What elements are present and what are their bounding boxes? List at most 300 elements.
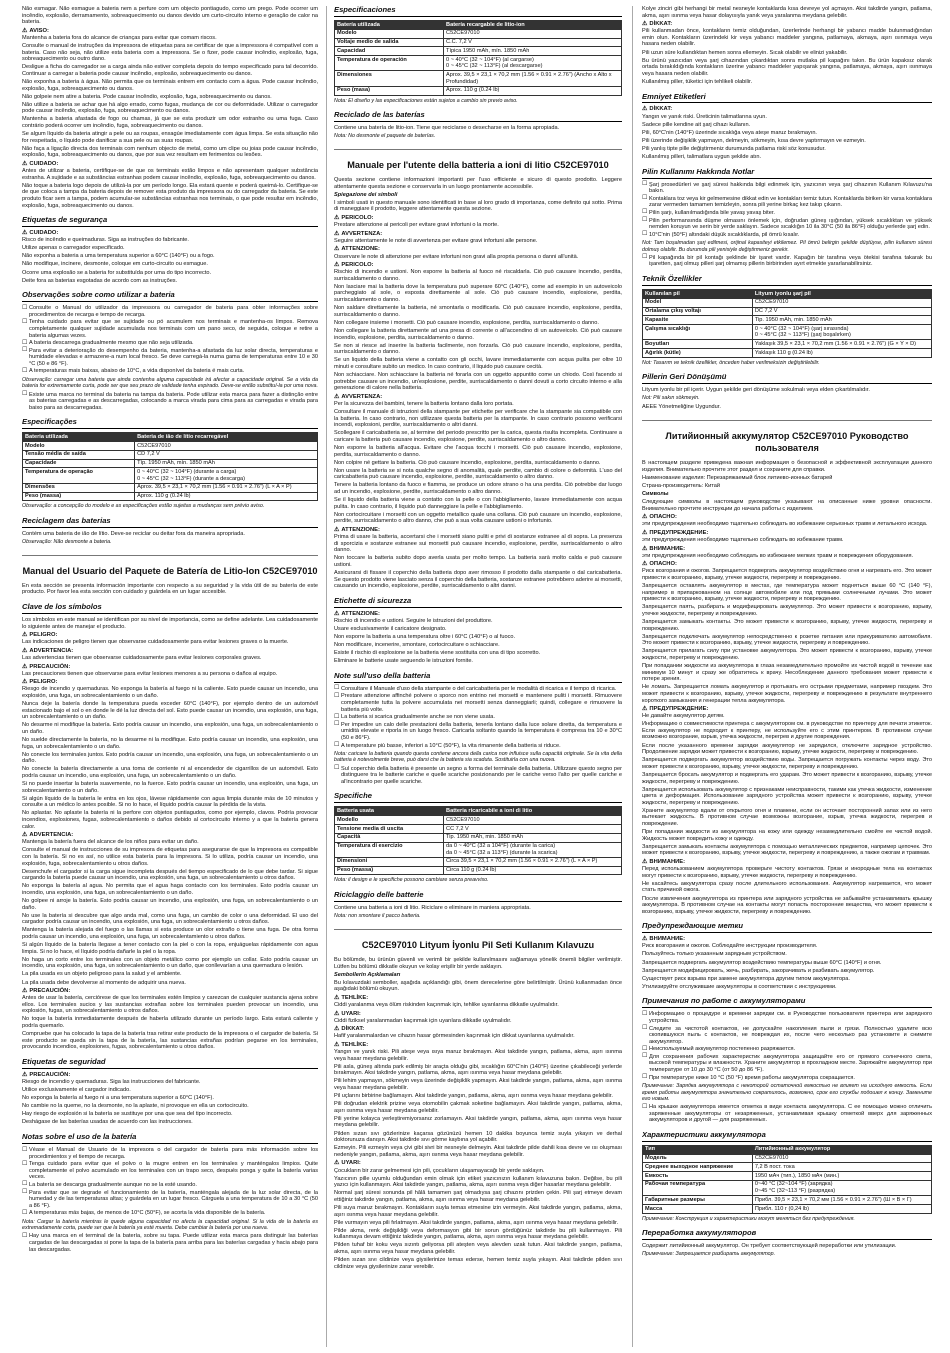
spec-key: Capacità: [335, 833, 444, 842]
pt-notes-list: [22, 305, 318, 375]
paragraph: Запрещается замыкать контакты. Это может привести к возгоранию, взрыву, утечке жидкости, перегреву и повреждению.: [642, 618, 932, 632]
paragraph: Pilden sızan sıvı cildinize veya giysilerinize temas ederse, hemen temiz suyla yıkayın. Aksi takdirde pilden sıvı cildinize veya giysilerinize zarar verebilir.: [334, 1257, 622, 1270]
ru-pred-text: [642, 713, 932, 857]
es-recycle-note: Nota: No desmonte el paquete de baterías.: [334, 132, 436, 139]
paragraph: Não exponha a bateria à água. Não permita que os terminais entrem em contacto com a água. Pode causar incêndio, explosão, fuga, sobreaquecimento ou danos.: [22, 78, 318, 92]
paragraph: Se un liquido della batteria viene a contatto con gli occhi, lavare immediatamente con acqua pulita per oltre 10 minuti e consultare subito un medico. In caso contrario, il liquido può causare cecità.: [334, 357, 622, 370]
paragraph: Non esporre la batteria a una temperatura oltre i 60°C (140°F) o al fuoco.: [334, 633, 516, 640]
spec-value: 0~40 °C (32~104 °F) (зарядка) 0~45 °C (32~113 °F) (разрядка): [752, 1180, 931, 1195]
table-row: [643, 1205, 932, 1214]
pt-recycle-note: Observação: Não desmonte a bateria.: [22, 538, 112, 545]
section-divider: [22, 555, 318, 556]
list-item: ☐ Prestare attenzione affinché polvere o sporco non entrino nei morsetti e mantenere puliti i morsetti. Rimuovere completamente tutta la polvere accumulata nei morsetti senza danneggiarli; quindi, collegare e rimuovere la batteria più volte.: [334, 693, 622, 713]
table-row: [335, 29, 622, 38]
paragraph: Запрещается подвергать аккумулятор воздействию воды. Запрещается погружать контакты через воду. Это может привести к возгоранию, взрыву, утечке жидкости, перегреву и повреждению.: [642, 757, 932, 770]
es-notes-heading: Notas sobre el uso de la batería: [22, 1133, 318, 1144]
paragraph: Pili, 60°C'nin (140°F) üzerinde sıcaklığa veya ateşe maruz bırakmayın.: [642, 129, 817, 136]
paragraph: Non collegare la batteria direttamente ad una presa di corrente o all'accendino di un autoveicolo. Ciò può causare incendio, esplosione, perdita, surriscaldamento o danno.: [334, 327, 622, 341]
paragraph: Se algum líquido da bateria atingir a pele ou as roupas, enxagúe imediatamente com água limpa. Se esta situação não for respeitada, o líquido pode danificar a sua pele ou as suas roupas.: [22, 131, 318, 144]
spec-value: C52CE97010: [444, 29, 622, 38]
list-item: ☐ На крышке аккумулятора имеется отметка в виде контакта аккумулятора. С ее помощью можно отличить заряженные аккумуляторы от незаряженных, устанавливая крышку отметкой вверх для заряженных аккумуляторов и другой — для разряженных.: [642, 1104, 932, 1124]
paragraph: Riesgo de incendio y quemaduras. No exponga la batería al fuego ni la caliente. Esto puede causar un incendio, una explosión, una fuga, un sobrecalentamiento o un daño.: [22, 686, 318, 699]
list-item: ☐ A temperaturas mais baixas, abaixo de 10°C, a vida disponível da bateria é mais curta.: [22, 368, 318, 375]
it-recycle-heading: Riciclaggio delle batterie: [334, 891, 622, 902]
spec-key: Peso (massa): [335, 866, 444, 875]
tr-notes-note: Not: Tam boşalmadan şarj edilmesi, orijinal kapasiteyi etkilemez. Pil ömrü belirgin şekilde düştüyse, pilin kullanım süresi dolmuş olabilir. Bu durumda pili yenisiyle değiştirmeniz gerekir.: [642, 240, 932, 253]
es-etiq-label: ⚠ PRECAUCIÓN:: [22, 1072, 318, 1079]
es-intro: [22, 583, 318, 596]
ru-notes-list: [642, 1011, 932, 1081]
es-symbols: [22, 632, 318, 677]
paragraph: Kullanılmış pilleri, talimatlara uygun şekilde atın.: [642, 154, 762, 161]
list-item: ☐ При температуре ниже 10 °C (50 °F) время работы аккумулятора сокращается.: [642, 1075, 932, 1082]
list-item: ☐ Para evitar que se degrade el funcionamiento de la batería, manténgala alejada de la luz solar directa, de la humedad y de las temperaturas altas; y guárdela en un lugar fresco. Cárguela a una temperatura de 10 a 30 °C (50 a 86 °F).: [22, 1190, 318, 1210]
es-peligro-text: [22, 686, 318, 830]
it-intro: Questa sezione contiene informazioni importanti per l'uso efficiente e sicuro di questo prodotto. Leggere attentamente questa sezione e conservarla in un luogo prontamente accessibile.: [334, 177, 622, 190]
spec-key: Temperatura de operación: [335, 56, 444, 71]
table-row: [643, 316, 932, 325]
table-row: [335, 833, 622, 842]
ru-labels-heading: Предупреждающие метки: [642, 922, 932, 933]
paragraph: No exponga la batería al fuego ni a una temperatura superior a 60°C (140°F).: [22, 1095, 214, 1102]
paragraph: Ocorre uma explosão se a bateria for substituída por uma do tipo incorrecto.: [22, 269, 212, 276]
spec-key: Dimensiones: [335, 71, 444, 86]
table-row: [643, 340, 932, 349]
paragraph: Não toque a bateria logo depois de utilizá-la por um período longo. Ela estará quente e poderá queimá-lo. Certifique-se de que coloca a tampa da bateria depois de remover esta produto da impressora ou do carregador da bateria. Se este produto ficar sem a tampa, podem acumular-se substâncias estranhas nos terminais, o que pode resultar em incêndio, explosão, fuga, sobreaquecimento ou danos.: [22, 182, 318, 209]
tr-uyari-text: [334, 1168, 622, 1271]
spec-value: 0 ~ 40°C (32 ~ 104°F) (şarj sırasında) 0 ~ 45°C (32 ~ 113°F) (şarj boşalırken): [752, 325, 931, 340]
table-row: [335, 866, 622, 875]
tr-safety-labels-heading: Emniyet Etiketleri: [642, 93, 932, 104]
paragraph: Esiste il rischio di esplosione se la batteria viene sostituita con una di tipo scorretto.: [334, 650, 541, 657]
column-divider: [632, 6, 633, 1347]
spec-key: Среднее выходное напряжение: [643, 1163, 753, 1172]
paragraph: Запрещается подключать аккумулятор непосредственно к розетке питания или прикуривателю автомобиля. Это может привести к возгоранию, взрыву, утечке жидкости, перегреву и повреждению.: [642, 633, 932, 647]
table-row: [643, 1180, 932, 1195]
paragraph: No aplastar. No aplaste la batería ni la perfore con objetos puntiagudos, como por ejemplo, clavos. Podría provocar incendios, explosiones, fugas, sobrecalentamiento o daños debido al cortocircuito interno y a que la batería genera calor.: [22, 810, 318, 830]
es-recycle-text: Contiene una batería de litio-ion. Tiene que reciclarse o desecharse en la forma apropiada.: [334, 124, 560, 131]
symbol-label: ⚠ UYARI:: [334, 1011, 622, 1018]
paragraph: Pili lehim yapmayın, sökmeyin veya üzerinde değişiklik yapmayın. Aksi takdirde yangın, patlama, akma, aşırı ısınma veya hasar meydana gelebilir.: [334, 1078, 622, 1091]
paragraph: Não exponha a bateria a uma temperatura superior a 60°C (140°F) ou a fogo.: [22, 253, 215, 260]
pt-spec-note: Observação: a concepção do modelo e as especificações estão sujeitas a mudanças sem prévio aviso.: [22, 503, 265, 510]
spec-key: Modello: [335, 816, 444, 825]
tr-uyari-label: ⚠ UYARI:: [334, 1160, 622, 1167]
paragraph: En esta sección se presenta información importante con respecto a su seguridad y la vida útil de su batería de este producto. Por favor lea esta sección con cuidado y guárdela en un lugar accesible.: [22, 582, 318, 596]
paragraph: Pili yanlış tipte pille değiştirmeniz durumunda patlama riski söz konusudur.: [642, 145, 826, 152]
ru-metki-label: ⚠ ВНИМАНИЕ:: [642, 936, 932, 943]
paragraph: Eliminare le batterie usate seguendo le istruzioni fornite.: [334, 658, 473, 665]
es-peligro-label: ⚠ PELIGRO:: [22, 679, 318, 686]
spec-value: 0 ~ 40°C (32 ~ 104°F) (durante a carga) 0 ~ 45°C (32 ~ 113°F) (durante a descarga): [135, 468, 318, 483]
ru-spec-note: Примечание: Конструкция и характеристики могут меняться без предупреждения.: [642, 1215, 855, 1222]
symbol-text: эти предупреждения необходимо тщательно соблюдать во избежание серьезных травм и летального исхода.: [642, 521, 928, 528]
list-item: ☐ A temperaturas más bajas, de menos de 10°C (50°F), se acorta la vida disponible de la batería.: [22, 1210, 318, 1217]
paragraph: Non schiacciare. Non schiacciare la batteria né forarla con un oggetto appuntito come un chiodo. Così facendo si potrebbe causare un incendio, un'esplosione, perdite, surriscaldamento o danni dovuti a corto circuito interno e alla generazione di calore nella batteria.: [334, 371, 622, 392]
spec-value: Batteria ricaricabile a ioni di litio: [444, 807, 622, 816]
paragraph: Pili asla, güneş altında park edilmiş bir araçta olduğu gibi, sıcaklığın 60°C'nin (140°F) üzerine çıkabileceği yerlerde bırakmayın. Aksi takdirde yangın, patlama, akma, aşırı ısınma veya hasar meydana gelebilir.: [334, 1063, 622, 1077]
pt-notes-last: [22, 392, 318, 412]
it-notes-heading: Note sull'uso della batteria: [334, 672, 622, 683]
tr-recycle-text: Lityum iyonlu bir pil içerir. Uygun şekilde geri dönüşüme sokulmalı veya elden çıkartılmalıdır.: [642, 387, 870, 394]
paragraph: Pile vurmayın veya pili fırlatmayın. Aksi takdirde yangın, patlama, akma, aşırı ısınma veya hasar meydana gelebilir.: [334, 1219, 619, 1226]
spec-value: Yaklaşık 39,5 × 23,1 × 70,2 mm (1.56 × 0.91 × 2.76") (G × Y × D): [752, 340, 931, 349]
symbol-text: Ciddi fiziksel yaralanmadan kaçınmak için uyarılara dikkatle uyulmalıdır.: [334, 1017, 512, 1024]
paragraph: Prima di usare la batteria, accertarsi che i morsetti siano puliti e privi di sostanze estranee al di sopra. La presenza di sporcizia e sostanze estranee sui morsetti può causare incendio, esplosione, perdite, surriscaldamento o altro danno.: [334, 534, 622, 554]
paragraph: Информацию о совместимости принтера с аккумулятором см. в руководстве по принтеру для печати этикеток. Если аккумулятор не подходит к принтеру, не используйте его с этим принтером. В противном случае возможно возгорание, взрыв, утечка жидкости, перегрев и другие повреждения.: [642, 721, 932, 741]
ru-intro: [642, 460, 932, 489]
list-item: ☐ Para evitar a deterioração do desempenho da bateria, mantenha-a afastada da luz solar directa, temperaturas e humidade elevadas e armazene-a num local fresco. Se deve carregá-la numa gama de temperaturas entre 10 e 30 °C (50 e 86 °F).: [22, 348, 318, 368]
ru-notes-note: Примечание: Зарядка аккумулятора с некоторой остаточной емкостью не влияет на исходную емкость. Если время работы аккумулятора значительно сократилось, возможно, срок его службы подошел к концу. Замените его новым.: [642, 1083, 932, 1102]
it-att-label: ⚠ ATTENZIONE:: [334, 527, 622, 534]
paragraph: Não golpeie nem atire a bateria. Pode causar incêndio, explosão, fuga, sobreaquecimento ou danos.: [22, 93, 272, 100]
spec-key: Ağırlık (kütle): [643, 349, 753, 358]
symbol-label: ⚠ ВНИМАНИЕ:: [642, 546, 932, 553]
paragraph: Pil uçlarını birbirine bağlamayın. Aksi takdirde yangın, patlama, akma, aşırı ısınma veya hasar meydana gelebilir.: [334, 1093, 613, 1100]
spec-key: Bateria utilizada: [23, 433, 135, 442]
spec-value: C52CE97010: [135, 442, 318, 451]
paragraph: La pila usada es un objeto peligroso para la salud y el ambiente.: [22, 971, 182, 978]
table-row: [23, 483, 318, 492]
paragraph: Pili yerine kolayca yerleştiremiyorsanız zorlamayın. Aksi takdirde yangın, patlama, akma, aşırı ısınma veya hasar meydana gelebilir.: [334, 1115, 622, 1129]
paragraph: Bu ürünü yazıcıdan veya şarj cihazından çıkardıktan sonra mutlaka pil kapağını takın. Bu ürün kapaksız olarak ortada bırakıldığında kontakların üzerine yabancı maddeler yapışarak yangına, patlamaya, akmaya, aşırı ısınmaya veya hasara neden olabilir.: [642, 57, 932, 77]
paragraph: Se il liquido della batteria viene a contatto con la pelle o con l'abbigliamento, lavare immediatamente con acqua pulita. In caso contrario, il liquido può danneggiare la pelle e l'abbigliamento.: [334, 497, 622, 510]
paragraph: Usare esclusivamente il caricatore designato.: [334, 625, 447, 632]
spec-key: Dimensioni: [335, 857, 444, 866]
paragraph: Deite fora as baterias esgotadas de acordo com as instruções.: [22, 277, 178, 284]
table-row: [643, 349, 932, 358]
paragraph: Normal şarj süresi sonunda pil hâlâ tamamen şarj olmadıysa şarj cihazını prizden çekin. Pili şarj etmeye devam ettiğiniz takdirde yangın, patlama, akma, aşırı ısınma veya hasar meydana gelebilir.: [334, 1190, 622, 1203]
tr-aeee: AEEE Yönetmeliğine Uygundur.: [642, 403, 721, 410]
paragraph: No conecte la batería directamente a una toma de corriente ni al encendedor de cigarrillos de un automóvil. Esto podría causar un incendio, una explosión, una fuga, un sobrecalentamiento o un daño.: [22, 766, 318, 779]
paragraph: Si algún líquido de la batería llegase a tener contacto con la piel o con la ropa, enjuáguelas rápidamente con agua limpia. Si no lo hace, el líquido podría dañarle la piel o la ropa.: [22, 942, 318, 955]
pt-spec-table: [22, 432, 318, 501]
column-divider: [326, 6, 327, 1347]
pt-notes-note: Observação: carregar uma bateria que ainda contenha alguma capacidade irá afectar a capacidade original. Se a vida da bateria for extremamente curta, pode ser que seu prazo de validade tenha expirado. Deve-se então substituí-la por uma nova.: [22, 377, 318, 390]
es-notes-list: [22, 1147, 318, 1217]
spec-key: Габаритные размеры: [643, 1196, 753, 1205]
pt-notes-heading: Observações sobre como utilizar a bateria: [22, 291, 318, 302]
paragraph: Не касайтесь аккумулятора сразу после длительного использования. Аккумулятор нагревается, что может стать причиной ожога.: [642, 880, 932, 894]
ru-recycle-note: Примечание: Запрещается разбирать аккумулятор.: [642, 1251, 776, 1258]
ru-symbols-heading: Символы: [642, 490, 669, 497]
spec-key: Model: [643, 298, 753, 307]
tr-tehlike-text: [334, 1049, 622, 1158]
paragraph: Hay riesgo de explosión si la batería se sustituye por una que sea del tipo incorrecto.: [22, 1111, 233, 1118]
paragraph: Utilize apenas o carregador especificado.: [22, 245, 125, 252]
spec-key: Dimensões: [23, 483, 135, 492]
table-row: [335, 824, 622, 833]
symbol-text: Las indicaciones de peligro tienen que observarse cuidadosamente para evitar lesiones graves o la muerte.: [22, 639, 289, 646]
paragraph: Desenchufe el cargador si la carga sigue incompleta después del tiempo especificado de lo que debe tardar. Si sigue cargando la batería puede causar un incendio, una explosión, una fuga, un sobrecalentamiento u otros daños.: [22, 868, 318, 882]
paragraph: При попадании жидкости из аккумулятора на кожу или одежду незамедлительно смойте ее чистой водой. Жидкость может повредить кожу и одежду.: [642, 829, 932, 842]
list-item: ☐ Per impedire un calo delle prestazioni della batteria, tenerla lontano dalla luce solare diretta, da temperatura e umidità elevate e riporla in un luogo fresco. Caricarla soltanto quando la temperatura è compresa tra 10 e 30°C (50 e 86°F).: [334, 722, 622, 742]
ru-vnim-text: [642, 866, 932, 915]
list-item: ☐ Для сохранения рабочих характеристик аккумулятора защищайте его от прямого солнечного света, высокой температуры и влажности. Храните аккумулятор в прохладном месте. Заряжайте аккумулятор при температуре от 10 до 30 °C (от 50 до 86 °F).: [642, 1054, 932, 1074]
spec-value: Aprox. 39,5 × 23,1 × 70,2 mm (1.56 × 0.91 × 2.76") (Ancho x Alto x Profundidad): [444, 71, 622, 86]
list-item: ☐ Sul coperchio della batteria è presente un segno a forma del terminale della batteria. Utilizzare questo segno per distinguere tra le batterie cariche e quelle scariche posizionando per le cariche verso l'alto per quelle cariche e al'incontrario per quelle scariche.: [334, 766, 622, 786]
spec-key: Modelo: [335, 29, 444, 38]
list-item: ☐ Hay una marca en el terminal de la batería, sobre su tapa. Puede utilizar esta marca para distinguir las baterías cargadas de las descargadas si pone la tapa de la batería para arriba para las baterías cargadas y hacia abajo para las descargadas.: [22, 1233, 318, 1253]
spec-key: Масса: [643, 1205, 753, 1214]
ru-manual-title: Литийионный аккумулятор C52CE97010 Руководство пользователя: [665, 431, 909, 454]
paragraph: Mantenha a bateria fora do alcance de crianças para evitar que comam riscos.: [22, 34, 217, 41]
list-item: ☐ La batería se descarga gradualmente aunque no se la esté usando.: [22, 1182, 318, 1189]
paragraph: Risco de incêndio e queimaduras. Siga as instruções do fabricante.: [22, 237, 189, 244]
tr-spec-heading: Teknik Özellikler: [642, 275, 932, 286]
column-2: [334, 6, 622, 1347]
spec-value: 7,2 В пост. тока: [752, 1163, 931, 1172]
paragraph: Rischio di incendio e ustioni. Non esporre la batteria al fuoco né riscaldarla. Ciò può causare incendio, perdita, surriscaldamento o danno.: [334, 269, 622, 282]
it-spec-note: Nota: il design e le specifiche possono cambiare senza preavviso.: [334, 877, 489, 884]
column-1: [22, 6, 318, 1347]
it-att-text: [334, 534, 622, 590]
paragraph: Non saldare direttamente la batteria, né smontarla o modificarla. Ciò può causare incendio, esplosione, perdita, surriscaldamento o danno.: [334, 305, 622, 318]
paragraph: No exponga la batería al agua. No permita que el agua haga contacto con los terminales. Esto podría causar un incendio, una explosión, una fuga, un sobrecalentamiento o un daño.: [22, 883, 318, 896]
paragraph: Deshágase de las baterías usadas de acuerdo con las instrucciones.: [22, 1119, 193, 1126]
list-item: ☐ Consulte o Manual do utilizador da impressora ou carregador de bateria para obter informações sobre procedimentos de recarga e tempo de recarga.: [22, 305, 318, 318]
paragraph: Не давайте аккумулятор детям.: [642, 713, 725, 720]
paragraph: Non toccare la batteria subito dopo averla usata per molto tempo. La batteria sarà molto calda e può causare ustioni.: [334, 555, 622, 568]
table-row: [643, 1145, 932, 1154]
spec-value: CD 7,2 V: [135, 450, 318, 459]
it-avv-label: ⚠ AVVERTENZA:: [334, 394, 622, 401]
es-adv-text: [22, 839, 318, 986]
paragraph: Запрещается оставлять аккумулятор в местах, где температура может подняться выше 60 °C (140 °F), например в припаркованном на солнце автомобиле или под прямыми солнечными лучами. Это может привести к возгоранию, взрыву, утечке жидкости, перегреву и повреждению.: [642, 583, 932, 603]
table-row: [23, 468, 318, 483]
es-spec-table: [334, 20, 622, 96]
section-divider: [334, 149, 622, 150]
list-item: ☐ Неиспользуемый аккумулятор постепенно разряжается.: [642, 1046, 932, 1053]
paragraph: No conecte los terminales juntos. Esto podría causar un incendio, una explosión, una fuga, un sobrecalentamiento o un daño.: [22, 751, 318, 765]
table-row: [643, 298, 932, 307]
paragraph: Существует риск взрыва при замене аккумулятора другим типом аккумулятора.: [642, 975, 850, 982]
table-row: [643, 1163, 932, 1172]
it-pericolo-label: ⚠ PERICOLO:: [334, 262, 622, 269]
pt-lead: [22, 6, 318, 26]
es-manual-title: Manual del Usuario del Paquete de Batería de Litio-Ion C52CE97010: [22, 565, 318, 576]
spec-value: Aprox. 110 g (0.24 lb): [444, 86, 622, 95]
paragraph: Consultare il manuale di istruzioni della stampante per etichette per verificare che la stampante sia compatibile con la batteria. In caso contrario, non utilizzare questa batteria per la stampante. In caso contrario possono verificarsi incendi, esplosioni, perdite, surriscaldamento o altri danni.: [334, 408, 622, 429]
symbol-text: Seguire attentamente le note di avvertenza per evitare gravi infortuni alle persone.: [334, 237, 538, 244]
spec-key: Modelo: [23, 442, 135, 451]
paragraph: Если после указанного времени зарядки аккумулятор не зарядился, отключите зарядное устройство. Продолжение зарядки может привести к возгоранию, взрыву, утечке жидкости, перегреву и повреждению.: [642, 742, 932, 756]
ru-spec-table: [642, 1145, 932, 1214]
pt-spec-heading: Especificações: [22, 418, 318, 429]
symbol-label: ⚠ ADVERTENCIA:: [22, 648, 318, 655]
spec-key: Capacidad: [335, 47, 444, 56]
es-symbols-heading: Clave de los símbolos: [22, 603, 318, 614]
table-row: [335, 842, 622, 857]
paragraph: Перед использованием аккумулятора проверьте чистоту контактов. Грязи и инородные тела на контактах могут привести к возгоранию, взрыву, утечке жидкости, перегреву и повреждению.: [642, 866, 932, 879]
ru-spec-heading: Характеристики аккумулятора: [642, 1131, 932, 1142]
spec-value: Lityum iyonlu şarj pil: [752, 289, 931, 298]
paragraph: Non cortocircuitare i morsetti con un oggetto metallico quale una collana. Ciò può causare un incendio, esplosione, perdite, surriscaldamento o altro danno, che può a sua volta causare ustioni o infortunio.: [334, 511, 622, 525]
list-item: ☐ A bateria descarrega gradualmente mesmo que não seja utilizada.: [22, 340, 318, 347]
spec-key: Tensão média de saída: [23, 450, 135, 459]
pt-recycle-text: Contém uma bateria de ião de lítio. Deve-se reciclar ou deitar fora da maneira apropriada.: [22, 530, 245, 537]
table-row: [643, 325, 932, 340]
list-item: ☐ Existe uma marca no terminal da bateria na tampa da bateria. Pode utilizar esta marca para fazer a distinção entre as baterias carregadas e as descarregadas, colocando a marca virada para cima para as carregadas e virada para baixo para as descarregadas.: [22, 392, 318, 412]
symbol-text: Las advertencias tienen que observarse cuidadosamente para evitar lesiones corporales graves.: [22, 654, 262, 661]
paragraph: Não modifique, incinere, desmonte, coloque em curto-circuito ou esmague.: [22, 261, 208, 268]
spec-key: Voltaje medio de salida: [335, 38, 444, 47]
list-item: ☐ 10°C'nin (50°F) altındaki düşük sıcaklıklarda, pil ömrü kısalır.: [642, 232, 932, 239]
paragraph: Non lasciare mai la batteria dove la temperatura può superare 60°C (140°F), come ad esempio in un autoveicolo parcheggiato al sole, o esposta direttamente al sole. Ciò può causare incendio, esplosione, perdita, surriscaldamento o danno.: [334, 283, 622, 304]
tr-notes-list: [642, 182, 932, 239]
paragraph: Per la sicurezza dei bambini, tenere la batteria lontano dalla loro portata.: [334, 400, 514, 407]
paragraph: Pilden tuhaf bir koku veya sızıntı geliyorsa pili ateşten veya alevden uzak tutun. Aksi takdirde yangın, patlama, akma, aşırı ısınma veya hasar meydana gelebilir.: [334, 1242, 622, 1256]
paragraph: Utilice exclusivamente el cargador indicado.: [22, 1087, 131, 1094]
paragraph: Запрещается модифицировать, жечь, разбирать, закорачивать и разбивать аккумулятор.: [642, 967, 875, 974]
tr-recycle-heading: Pillerin Geri Dönüşümü: [642, 373, 932, 384]
paragraph: Не ломать. Запрещается ломать аккумулятор и протыкать его острыми предметами, например гвоздем. Это может привести к возгоранию, взрыву, утечке жидкости, перегреву и повреждению в результате внутреннего короткого замыкания и генерации тепла аккумулятора.: [642, 684, 932, 704]
spec-key: Модель: [643, 1154, 753, 1163]
spec-value: Прибл. 39,5 × 23,1 × 70,2 мм (1.56 × 0.91 × 2.76") (Ш × В × Г): [752, 1196, 931, 1205]
symbol-label: ⚠ PRECAUCIÓN:: [22, 664, 318, 671]
spec-value: C52CE97010: [752, 298, 931, 307]
paragraph: Consulte o manual de instruções da impressora de etiquetas para se certificar de que a impressora é compatível com a bateria. Caso não seja, não utilize esta bateria com a impressora. Se o fizer, pode causar incêndio, explosão, fuga, sobreaquecimento ou outro dano.: [22, 42, 318, 63]
paragraph: No golpee ni arroje la batería. Esto podría causar un incendio, una explosión, una fuga, un sobrecalentamiento o un daño.: [22, 898, 318, 911]
es-spec-heading: Especificaciones: [334, 6, 622, 17]
table-row: [335, 47, 622, 56]
es-symbols-intro: Los símbolos en este manual se identifican por su nivel de importancia, como se define adelante. Lea cuidadosamente lo siguiente antes de manejar el producto.: [22, 617, 318, 630]
spec-value: 1950 мАч (тип.), 1850 мАч (мин.): [752, 1172, 931, 1181]
it-pericolo-text: [334, 269, 622, 392]
paragraph: Yangın ve yanık riski. Üreticinin talimatlarına uyun.: [642, 113, 767, 120]
spec-value: C.C. 7,2 V: [444, 38, 622, 47]
paragraph: Assicurarsi di fissare il coperchio della batteria dopo aver rimosso il prodotto dalla stampante o dal caricabatteria. Se questo prodotto viene lasciato senza il coperchio della batteria, sostanze estranee potrebbero aderire ai morsetti, causando un incendio, esplosione, perdite, surriscaldamento o altri danni.: [334, 569, 622, 590]
symbol-text: эти предупреждения необходимо тщательно соблюдать во избежание травм.: [642, 536, 844, 543]
table-row: [643, 1196, 932, 1205]
list-item: ☐ Tenga cuidado para evitar que el polvo o la mugre entren en los terminales y manténgalos limpios. Quite completamente el polvo acumulado en los terminales con un trapo seco, después ponga y quite la batería varias veces.: [22, 1161, 318, 1181]
tr-dikkat-label: ⚠ DİKKAT:: [642, 21, 932, 28]
paragraph: Não esmagar. Não esmague a bateria nem a perfure com um objecto pontiagudo, como um prego. Pode ocorrer um incêndio, explosão, derramamento, sobreaquecimento ou danos devido um curto-circuito interno e geração de calor na bateria.: [22, 6, 318, 26]
spec-key: Kapasite: [643, 316, 753, 325]
it-spec-heading: Specifiche: [334, 792, 622, 803]
it-spec-table: [334, 806, 622, 875]
spec-key: Тип: [643, 1145, 753, 1154]
section-divider: [642, 420, 932, 421]
it-symbols-heading: Spiegazione dei simboli: [334, 191, 398, 198]
spec-key: Tensione media di uscita: [335, 824, 444, 833]
ru-notes-heading: Примечания по работе с аккумуляторами: [642, 997, 932, 1008]
it-manual-title: Manuale per l'utente della batteria a ioni di litio C52CE97010: [347, 160, 609, 171]
paragraph: При попадании жидкости из аккумулятора в глаза незамедлительно промойте их чистой водой в течение как минимум 10 минут и сразу же обратитесь к врачу. Несоблюдение данного требования может привести к потере зрения.: [642, 663, 932, 683]
es-notes-last: [22, 1233, 318, 1253]
list-item: ☐ Pilin şarjı, kullanılmadığında bile yavaş yavaş biter.: [642, 210, 932, 217]
it-symbols-intro: I simboli usati in questo manuale sono identificati in base al loro grado di importanza, come definito qui sotto. Prima di maneggiare il prodotto, leggere attentamente questa sezione.: [334, 199, 622, 213]
paragraph: Tenere la batteria lontano da fuoco e fiamma, se produce un odore strano o ha una perdita. Ciò potrebbe dar luogo ad un incendio, esplosione, perdite, surriscaldamento o altro danno.: [334, 482, 622, 495]
symbol-text: Ciddi yaralanma veya ölüm riskinden kaçınmak için, tehlike uyarılarına dikkatle uyulmalıdır.: [334, 1002, 559, 1008]
paragraph: Mantenha a bateria afastada de fogo ou chamas, já que se esta produzir um odor estranho ou uma fuga. Caso contrário poderá ocorrer um incêndio, fuga, sobreaquecimento ou danos.: [22, 116, 318, 129]
paragraph: La pila usada debe devolverse al momento de adquirir una nueva.: [22, 979, 186, 986]
it-etiq-label: ⚠ ATTENZIONE:: [334, 611, 622, 618]
paragraph: Запрещается использовать аккумулятор с признаками неисправности, такими как утечка жидкости, изменение цвета и деформация. Использование зарядного устройства может привести к возгоранию, взрыву, утечке жидкости, перегреву и повреждению.: [642, 786, 932, 806]
paragraph: Antes de usar la batería, cerciórese de que los terminales estén limpios y carezcan de cualquier sustancia ajena sobre ellos. Los terminales sucios y las sustancias extrañas sobre los terminales pueden provocar un incendio, una explosión, fugas, un sobrecalentamiento u otros daños.: [22, 995, 318, 1015]
symbol-label: ⚠ DİKKAT:: [334, 1026, 622, 1033]
paragraph: Sadece pille kendine ait şarj cihazı kullanın.: [642, 121, 751, 128]
spec-value: Tip. 1950 mAh, min. 1850 mAh: [752, 316, 931, 325]
spec-value: Aprox. 39,5 × 23,1 × 70,2 mm (1.56 × 0.91 × 2.76") (L × A × P): [135, 483, 318, 492]
table-row: [643, 289, 932, 298]
spec-key: Рабочая температура: [643, 1180, 753, 1195]
spec-key: Ortalama çıkış voltajı: [643, 307, 753, 316]
paragraph: Yazıcının pille uyumlu olduğundan emin olmak için etiket yazıcınızın kullanım kılavuzuna bakın. Değilse, bu pili yazıcı için kullanmayın. Aksi takdirde yangın, patlama, akma, aşırı ısınma veya diğer hasarlar meydana gelebilir.: [334, 1175, 622, 1189]
es-notes-note: Nota: Cargar la batería mientras le quede alguna capacidad no afecta la capacidad original. Si la vida de la batería es extremadamente corta, puede ser que la batería ya esté muerta. Debe cambiar la batería por una nueva.: [22, 1218, 318, 1232]
paragraph: Запрещается паять, разбирать и модифицировать аккумулятор. Это может привести к возгоранию, взрыву, утечке жидкости, перегреву и повреждению.: [642, 604, 932, 617]
paragraph: Não faça a ligação directa dos terminais com nenhum objecto de metal, como um clipe ou joias pode causar incêndio, explosão, fuga, sobreaquecimento ou danos, que por sua vez resultam em ferimentos ou lesões.: [22, 145, 318, 159]
spec-value: Típ. 1950 mAh, mín. 1850 mAh: [135, 459, 318, 468]
tr-notes-heading: Pilin Kullanımı Hakkında Notlar: [642, 168, 932, 179]
ru-pred-label: ⚠ ПРЕДУПРЕЖДЕНИЕ:: [642, 706, 932, 713]
tr-etiq-text: [642, 114, 932, 161]
symbol-text: Hafif yaralanmalardan ve cihazın hasar görmesinden kaçınmak için dikkat uyarılarına uyulmalıdır.: [334, 1033, 575, 1040]
paragraph: Запрещается бросать аккумулятор и подвергать его ударам. Это может привести к возгоранию, взрыву, утечке жидкости, перегреву и повреждению.: [642, 771, 932, 785]
paragraph: No suelde directamente la batería, no la desarme ni la modifique. Esto podría causar un incendio, una explosión, una fuga, un sobrecalentamiento o un daño.: [22, 736, 318, 750]
symbol-label: ⚠ AVVERTENZA:: [334, 231, 622, 238]
table-row: [643, 307, 932, 316]
es-prec-text: [22, 995, 318, 1051]
pt-aviso-text: [22, 35, 318, 159]
tr-uyari-cont: [642, 6, 932, 19]
paragraph: No use la batería si descubre que algo anda mal, como una fuga, un cambio de color o una deformidad. El uso del cargador podría causar un incendio, una explosión, una fuga, un sobrecalentamiento u otros daños.: [22, 912, 318, 926]
spec-key: Çalışma sıcaklığı: [643, 325, 753, 340]
paragraph: Pili üzerinde değişiklik yapmayın, delmeyin, sökmeyin, kısa devre yaptırmayın ve ezmeyin.: [642, 137, 866, 144]
paragraph: Pili kullanmadan önce, kontakların temiz olduğundan, üzerlerinde herhangi bir yabancı madde bulunmadığından emin olun. Kontakların üzerindeki kir veya yabancı maddeler yangına, patlamaya, akmaya, aşırı ısınmaya veya hasara neden olabilir.: [642, 28, 932, 48]
it-recycle-text: Contiene una batteria a ioni di litio. Riciclare o eliminare in maniera appropriata.: [334, 904, 531, 911]
paragraph: Yangın ve yanık riski. Pili ateşe veya ısıya maruz bırakmayın. Aksi takdirde yangın, patlama, akma, aşırı ısınma veya hasar meydana gelebilir.: [334, 1049, 622, 1062]
paragraph: Pili suya maruz bırakmayın. Kontakların suyla temas etmesine izin vermeyin. Aksi takdirde yangın, patlama, akma, aşırı ısınma veya hasar meydana gelebilir.: [334, 1204, 622, 1218]
spec-key: Temperatura de operação: [23, 468, 135, 483]
spec-value: Circa 110 g (0.24 lb): [444, 866, 622, 875]
ru-symbols-intro: Следующие символы в настоящем руководстве указывают на описанные ниже уровни опасности. Внимательно прочтите инструкции до начала работы с изделием.: [642, 499, 932, 512]
es-spec-note: Nota: El diseño y las especificaciones están sujetos a cambio sin previo aviso.: [334, 97, 518, 104]
paragraph: Non usare la batteria se si nota qualche segno di anomalità, quale perdite, cambio di colore o deformità. L'uso del caricabatteria può causare incendio, esplosione, perdite, surriscaldamento o altro danno.: [334, 467, 622, 481]
tr-symbols-heading: Sembollerin Açıklamaları: [334, 971, 401, 978]
symbol-label: ⚠ ПРЕДУПРЕЖДЕНИЕ:: [642, 530, 932, 537]
paragraph: Запрещается подвергать аккумулятор воздействию температуры выше 60°C (140°F) и огня.: [642, 959, 882, 966]
list-item: ☐ Pilin performansında düşme olmasını önlemek için, doğrudan güneş ışığından, yüksek sıcaklıktan ve yüksek nemden koruyun ve serin bir yerde saklayın. Sadece sıcaklığın 10 ila 30°C (50 ila 86°F) olduğu yerlerde şarj edin.: [642, 218, 932, 231]
table-row: [335, 56, 622, 71]
list-item: ☐ Информацию о процедуре и времени зарядки см. в Руководстве пользователя принтера или зарядного устройства.: [642, 1011, 932, 1024]
it-safety-labels-heading: Etichette di sicurezza: [334, 597, 622, 608]
spec-value: Batería recargable de litio-ion: [444, 20, 622, 29]
table-row: [643, 1154, 932, 1163]
list-item: ☐ Kontaklara toz veya kir gelmemesine dikkat edin ve kontakları temiz tutun. Kontaklarda biriken kir varsa kontaklara zarar vermeden tamamen temizleyin, sonra pili yerine birkaç kez takıp çıkarın.: [642, 196, 932, 209]
paragraph: Пользуйтесь только указанным зарядным устройством.: [642, 951, 787, 958]
it-notes-list: [334, 686, 622, 749]
it-notes-note: Nota: caricare la batteria quando questa contiene ancora della carica non influisce sulla capacità originale. Se la vita della batteria è notevolmente breve, può darsi che la batteria sia scaduta. Sostituirla con una nuova.: [334, 751, 622, 764]
spec-value: Tip. 1950 mAh, min. 1850 mAh: [444, 833, 622, 842]
paragraph: Pili doğrudan elektrik prizine veya otomobilin çakmak soketine bağlamayın. Aksi takdirde yangın, patlama, akma, aşırı ısınma veya hasar meydana gelebilir.: [334, 1101, 622, 1114]
list-item: ☐ Следите за чистотой контактов, не допускайте накопления пыли и грязи. Полностью удалите всю скопившуюся пыль с контактов, не повреждая их, после чего несколько раз установите и снимите аккумулятор.: [642, 1026, 932, 1046]
paragraph: Храните аккумулятор вдали от открытого огня и пламени, если он источает посторонний запах или из него вытекает жидкость. В противном случае возможны возгорание, взрыв, утечка жидкости, перегрев и повреждение.: [642, 807, 932, 828]
ru-symbols: [642, 514, 932, 559]
list-item: ☐ Pil kapağında bir pil kontağı şeklinde bir işaret vardır. Kapağın bir tarafına veya ötekisi tarafına takarak bu işaretten, şarj olmuş pilleri şarj olmamış pillerin birbirinden ayırt etmekte yararlanabilirsiniz.: [642, 255, 932, 268]
it-avv-text: [334, 401, 622, 525]
tr-symbols: [334, 995, 622, 1040]
tr-etiq-label: ⚠ DİKKAT:: [642, 106, 932, 113]
spec-key: Peso (massa): [23, 492, 135, 501]
spec-key: Boyutları: [643, 340, 753, 349]
section-divider: [334, 929, 622, 930]
spec-value: Прибл. 110 г (0,24 lb): [752, 1205, 931, 1214]
paragraph: После извлечения аккумулятора из принтера или зарядного устройства не забывайте устанавливать крышку аккумулятора. В противном случае на контакты могут попасть посторонние вещества, что может привести к возгоранию, взрыву, утечке жидкости, перегреву и повреждению.: [642, 895, 932, 915]
table-row: [23, 433, 318, 442]
table-row: [335, 857, 622, 866]
symbol-text: Osservare le note di attenzione per evitare infortuni non gravi alla propria persona o danni all'unità.: [334, 253, 579, 260]
